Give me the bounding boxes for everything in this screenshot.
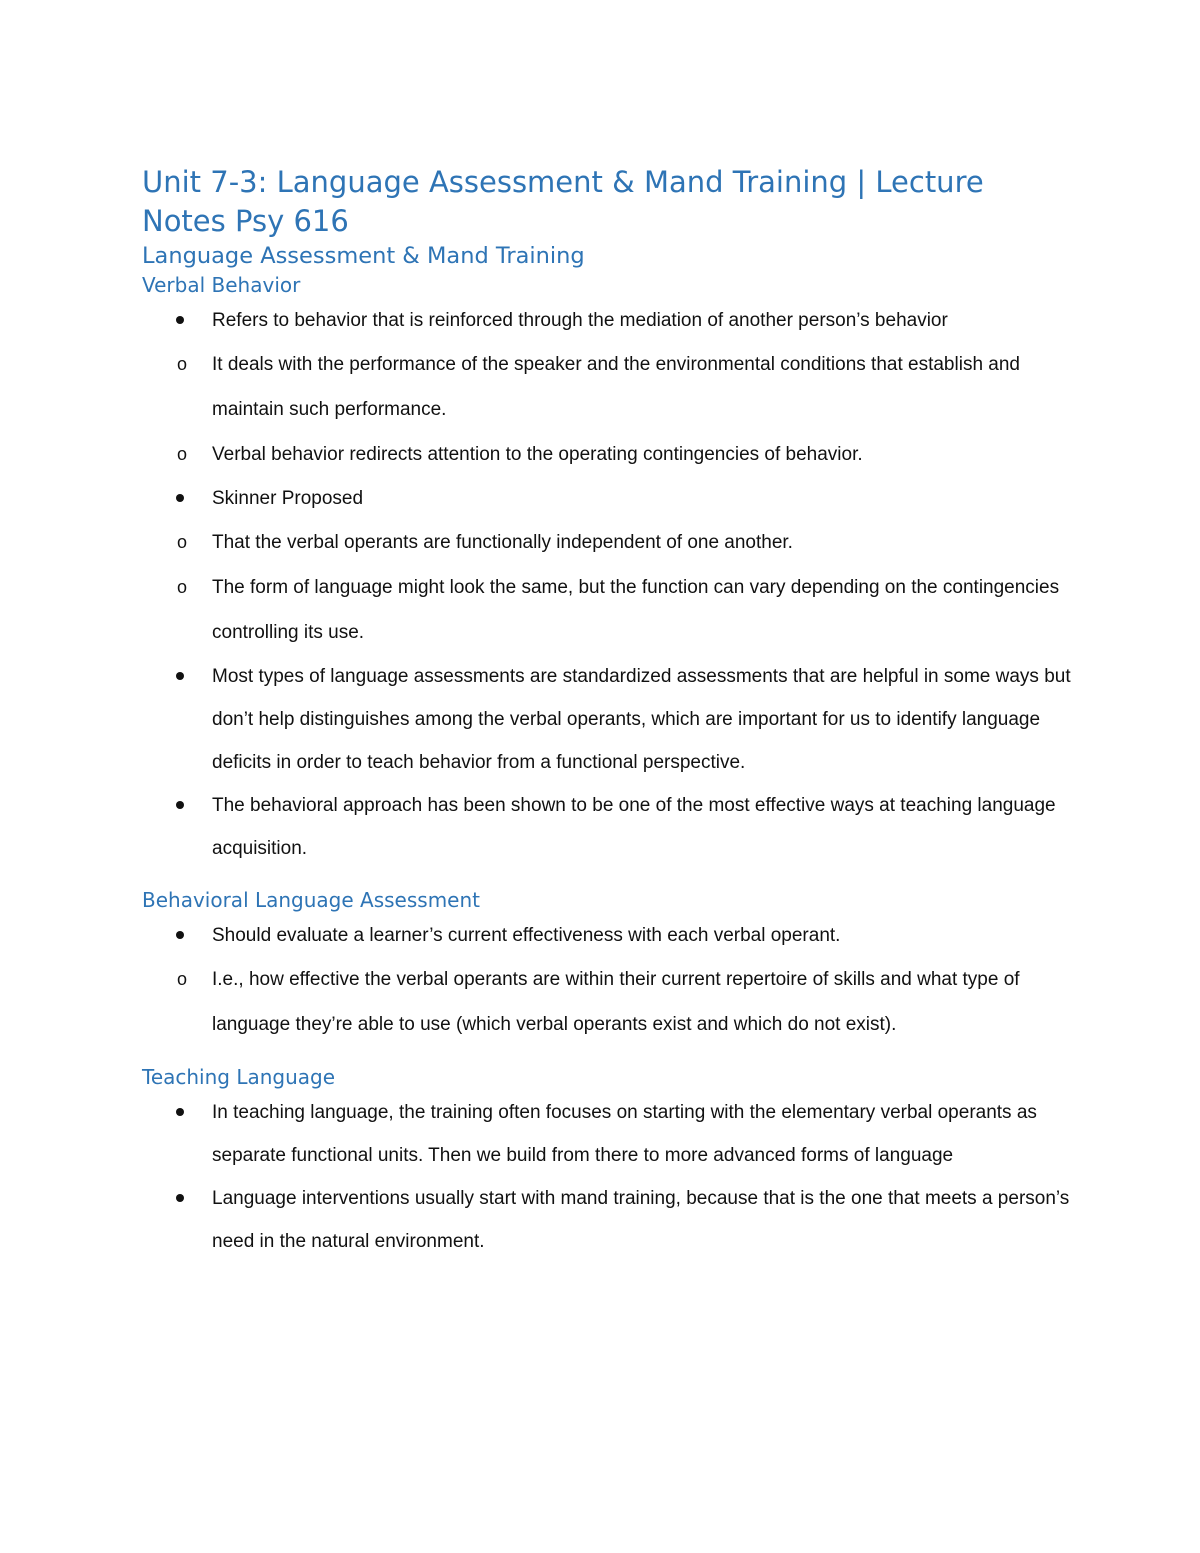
- bullet-icon: [176, 672, 184, 680]
- bullet-list: [142, 914, 1072, 1047]
- hollow-circle-icon: o: [177, 577, 188, 597]
- subsection-behavioral-language-assessment: [142, 886, 1072, 1047]
- list-item-text: Language interventions usually start with mand training, because that is the one that meets a person’s need in the natural environment.: [212, 1188, 1070, 1252]
- subsection-heading: Teaching Language: [142, 1065, 336, 1089]
- sub-bullet-list: [142, 520, 1072, 655]
- sub-list-item-text: I.e., how effective the verbal operants are within their current repertoire of skills and what type of language they’re able to use (which verbal operants exist and which do not exist).: [212, 969, 1020, 1035]
- spacer: [142, 1047, 1072, 1063]
- sub-list-item: [142, 565, 1072, 655]
- sub-list-item: [142, 520, 1072, 565]
- hollow-circle-icon: o: [177, 444, 188, 464]
- list-item: [142, 477, 1072, 655]
- sub-list-item-text: The form of language might look the same, but the function can vary depending on the contingencies controlling its use.: [212, 577, 1060, 643]
- document-title: Unit 7-3: Language Assessment & Mand Training | Lecture Notes Psy 616: [142, 165, 984, 238]
- bullet-list: [142, 1091, 1072, 1263]
- hollow-circle-icon: o: [177, 354, 188, 374]
- list-item-text: The behavioral approach has been shown to be one of the most effective ways at teaching language acquisition.: [212, 795, 1056, 859]
- hollow-circle-icon: o: [177, 969, 188, 989]
- list-item-text: Should evaluate a learner’s current effectiveness with each verbal operant.: [212, 925, 841, 946]
- sub-list-item: [142, 342, 1072, 432]
- sub-list-item-text: Verbal behavior redirects attention to the operating contingencies of behavior.: [212, 444, 863, 465]
- bullet-icon: [176, 316, 184, 324]
- list-item: [142, 1091, 1072, 1177]
- list-item-text: In teaching language, the training often focuses on starting with the elementary verbal operants as separate functional units. Then we build from there to more advanced forms of language: [212, 1102, 1037, 1166]
- bullet-icon: [176, 494, 184, 502]
- document-content: [142, 163, 1072, 1263]
- bullet-icon: [176, 931, 184, 939]
- subsection-heading: Verbal Behavior: [142, 273, 301, 297]
- subsection-heading: Behavioral Language Assessment: [142, 888, 481, 912]
- sub-list-item-text: That the verbal operants are functionally independent of one another.: [212, 532, 793, 553]
- bullet-icon: [176, 1194, 184, 1202]
- list-item-text: Skinner Proposed: [212, 488, 364, 509]
- sub-list-item: [142, 957, 1072, 1047]
- bullet-icon: [176, 1108, 184, 1116]
- list-item: [142, 299, 1072, 477]
- list-item: [142, 655, 1072, 784]
- list-item-text: Refers to behavior that is reinforced through the mediation of another person’s behavior: [212, 310, 948, 331]
- spacer: [142, 870, 1072, 886]
- list-item: [142, 784, 1072, 870]
- sub-list-item: [142, 432, 1072, 477]
- bullet-list: [142, 299, 1072, 870]
- section-heading: Language Assessment & Mand Training: [142, 243, 585, 269]
- hollow-circle-icon: o: [177, 532, 188, 552]
- sub-bullet-list: [142, 957, 1072, 1047]
- sub-list-item-text: It deals with the performance of the speaker and the environmental conditions that establish and maintain such performance.: [212, 354, 1020, 420]
- subsection-teaching-language: [142, 1063, 1072, 1263]
- list-item: [142, 1177, 1072, 1263]
- list-item-text: Most types of language assessments are standardized assessments that are helpful in some ways but don’t help distinguishes among the verbal operants, which are important for us to identify language deficits in order to teach behavior from a functional perspective.: [212, 666, 1071, 773]
- list-item: [142, 914, 1072, 1047]
- subsection-verbal-behavior: [142, 271, 1072, 870]
- sub-bullet-list: [142, 342, 1072, 477]
- bullet-icon: [176, 801, 184, 809]
